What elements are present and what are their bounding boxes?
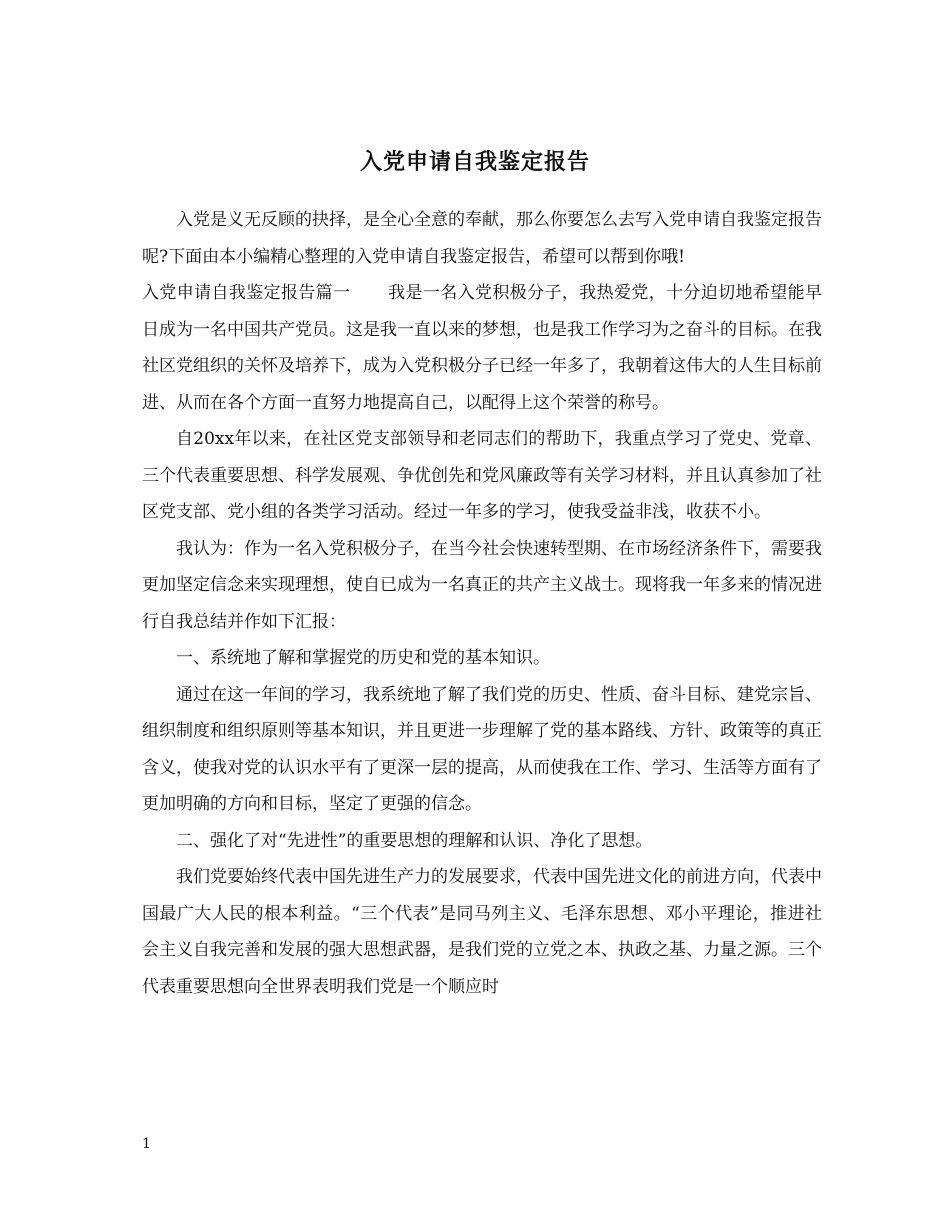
document-title: 入党申请自我鉴定报告 (359, 148, 590, 175)
section-heading: 入党申请自我鉴定报告篇一 (142, 283, 351, 303)
body-paragraph-3: 通过在这一年间的学习，我系统地了解了我们党的历史、性质、奋斗目标、建党宗旨、组织制度和组织原则等基本知识，并且更进一步理解了党的基本路线、方针、政策等的真正含义，使我对党的认识水平有了更深一层的提高，从而使我在工作、学习、生活等方面有了更加明确的方向和目标，坚定了更强的信念。 (142, 684, 822, 814)
body-paragraph-1: 自20xx年以来，在社区党支部领导和老同志们的帮助下，我重点学习了党史、党章、三个代表重要思想、科学发展观、争优创先和党风廉政等有关学习材料，并且认真参加了社区党支部、党小组的各类学习活动。经过一年多的学习，使我受益非浅，收获不小。 (142, 429, 822, 522)
section-one-paragraph (142, 275, 822, 421)
document-body (142, 202, 822, 1005)
body-paragraph-2: 我认为：作为一名入党积极分子，在当今社会快速转型期、在市场经济条件下，需要我更加坚定信念来实现理想，使自已成为一名真正的共产主义战士。现将我一年多来的情况进行自我总结并作如下汇报： (142, 538, 822, 632)
intro-paragraph: 入党是义无反顾的抉择，是全心全意的奉献，那么你要怎么去写入党申请自我鉴定报告呢?下面由本小编精心整理的入党申请自我鉴定报告，希望可以帮到你哦! (142, 210, 822, 267)
subheading-two: 二、强化了对“先进性”的重要思想的理解和认识、净化了思想。 (176, 830, 653, 851)
subheading-one: 一、系统地了解和掌握党的历史和党的基本知识。 (176, 648, 550, 668)
page-number: 1 (142, 1136, 151, 1152)
body-paragraph-4: 我们党要始终代表中国先进生产力的发展要求，代表中国先进文化的前进方向，代表中国最广大人民的根本利益。“三个代表”是同马列主义、毛泽东思想、邓小平理论，推进社会主义自我完善和发展的强大思想武器，是我们党的立党之本、执政之基、力量之源。三个代表重要思想向全世界表明我们党是一个顺应时 (142, 867, 822, 997)
section-lead-text: 我是一名入党积极分子，我热爱党，十分迫切地希望能早日成为一名中国共产党员。这是我一直以来的梦想，也是我工作学习为之奋斗的目标。在我社区党组织的关怀及培养下，成为入党积极分子已经一年多了，我朝着这伟大的人生目标前进、从而在各个方面一直努力地提高自己，以配得上这个荣誉的称号。 (142, 283, 823, 413)
